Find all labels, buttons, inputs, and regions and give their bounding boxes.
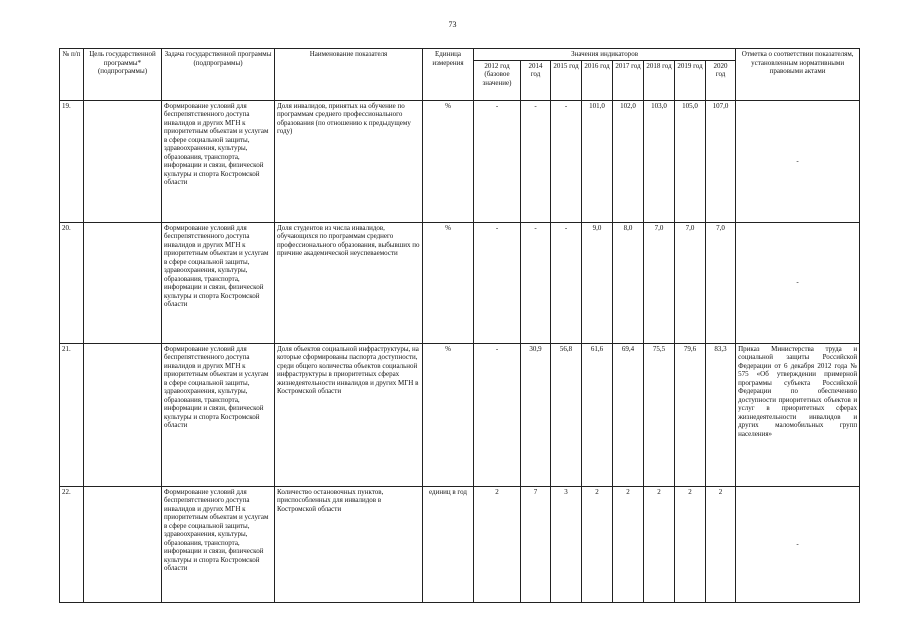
indicators-table [59,48,860,603]
header-year: 2016 год [582,60,613,100]
row-value-2016: 9,0 [582,222,613,343]
row-value-2014: 30,9 [521,343,551,486]
row-value-2014: - [521,222,551,343]
row-note: - [736,222,860,343]
row-note: Приказ Министерства труда и социальной защиты Российской Федерации от 6 декабря 2012 года № 575 «Об утверждении примерной программы субъекта Российской Федерации по обеспечению доступности приоритетных объектов и услуг в приоритетных сферах жизнедеятельности инвалидов и других маломобильных групп населения» [736,343,860,486]
header-year: 2014 год [521,60,551,100]
header-unit: Единица измерения [423,49,474,101]
row-task: Формирование условий для беспрепятственного доступа инвалидов и других МГН к приоритетным объектам и услугам в сфере социальной защиты, здравоохранения, культуры, образования, транспорта, информации и связи, физической культуры и спорта Костромской области [162,486,275,602]
table-row [60,222,860,343]
row-value-2018: 7,0 [644,222,675,343]
header-note: Отметка о соответствии показателям, установленным нормативными правовыми актами [736,49,860,101]
row-num: 21. [60,343,84,486]
row-goal [84,100,162,222]
row-value-2020: 107,0 [706,100,736,222]
row-unit: % [423,222,474,343]
row-value-2012: 2 [474,486,521,602]
row-unit: % [423,100,474,222]
row-value-2019: 2 [675,486,706,602]
row-goal [84,343,162,486]
row-task: Формирование условий для беспрепятственного доступа инвалидов и других МГН к приоритетным объектам и услугам в сфере социальной защиты, здравоохранения, культуры, образования, транспорта, информации и связи, физической культуры и спорта Костромской области [162,343,275,486]
header-year: 2020 год [706,60,736,100]
row-num: 19. [60,100,84,222]
row-value-2019: 79,6 [675,343,706,486]
row-value-2018: 75,5 [644,343,675,486]
row-goal [84,486,162,602]
row-value-2019: 105,0 [675,100,706,222]
row-value-2016: 61,6 [582,343,613,486]
header-row-1 [60,49,860,61]
header-task: Задача государственной программы (подпрограммы) [162,49,275,101]
row-value-2012: - [474,100,521,222]
row-indicator: Доля инвалидов, принятых на обучение по программам среднего профессионального образования (по отношению к предыдущему году) [275,100,423,222]
row-value-2019: 7,0 [675,222,706,343]
row-value-2014: - [521,100,551,222]
row-value-2016: 2 [582,486,613,602]
row-value-2020: 2 [706,486,736,602]
header-values-group: Значения индикаторов [474,49,736,61]
header-year: 2019 год [675,60,706,100]
row-task: Формирование условий для беспрепятственного доступа инвалидов и других МГН к приоритетным объектам и услугам в сфере социальной защиты, здравоохранения, культуры, образования, транспорта, информации и связи, физической культуры и спорта Костромской области [162,100,275,222]
row-num: 22. [60,486,84,602]
row-value-2017: 8,0 [613,222,644,343]
row-value-2018: 2 [644,486,675,602]
table-row [60,343,860,486]
row-value-2014: 7 [521,486,551,602]
row-value-2017: 69,4 [613,343,644,486]
row-value-2015: 56,8 [551,343,582,486]
row-indicator: Доля студентов из числа инвалидов, обучающихся по программам среднего профессионального образования, выбывших по причине академической неуспеваемости [275,222,423,343]
table-row [60,486,860,602]
row-value-2012: - [474,343,521,486]
header-indicator: Наименование показателя [275,49,423,101]
page-number: 73 [448,20,457,29]
row-value-2015: - [551,222,582,343]
row-goal [84,222,162,343]
row-unit: % [423,343,474,486]
row-value-2012: - [474,222,521,343]
table-row [60,100,860,222]
row-indicator: Количество остановочных пунктов, приспособленных для инвалидов в Костромской области [275,486,423,602]
row-value-2016: 101,0 [582,100,613,222]
row-unit: единиц в год [423,486,474,602]
row-value-2017: 102,0 [613,100,644,222]
header-year: 2018 год [644,60,675,100]
header-goal: Цель государственной программы* (подпрограммы) [84,49,162,101]
row-value-2015: - [551,100,582,222]
row-task: Формирование условий для беспрепятственного доступа инвалидов и других МГН к приоритетным объектам и услугам в сфере социальной защиты, здравоохранения, культуры, образования, транспорта, информации и связи, физической культуры и спорта Костромской области [162,222,275,343]
header-year: 2015 год [551,60,582,100]
row-value-2015: 3 [551,486,582,602]
row-indicator: Доля объектов социальной инфраструктуры, на которые сформированы паспорта доступности, среди общего количества объектов социальной инфраструктуры в приоритетных сферах жизнедеятельности инвалидов и других МГН в Костромской области [275,343,423,486]
row-value-2018: 103,0 [644,100,675,222]
row-value-2017: 2 [613,486,644,602]
row-note: - [736,486,860,602]
row-value-2020: 7,0 [706,222,736,343]
row-value-2020: 83,3 [706,343,736,486]
header-year: 2012 год (базовое значение) [474,60,521,100]
row-num: 20. [60,222,84,343]
header-num: № п/п [60,49,84,101]
row-note: - [736,100,860,222]
header-year: 2017 год [613,60,644,100]
